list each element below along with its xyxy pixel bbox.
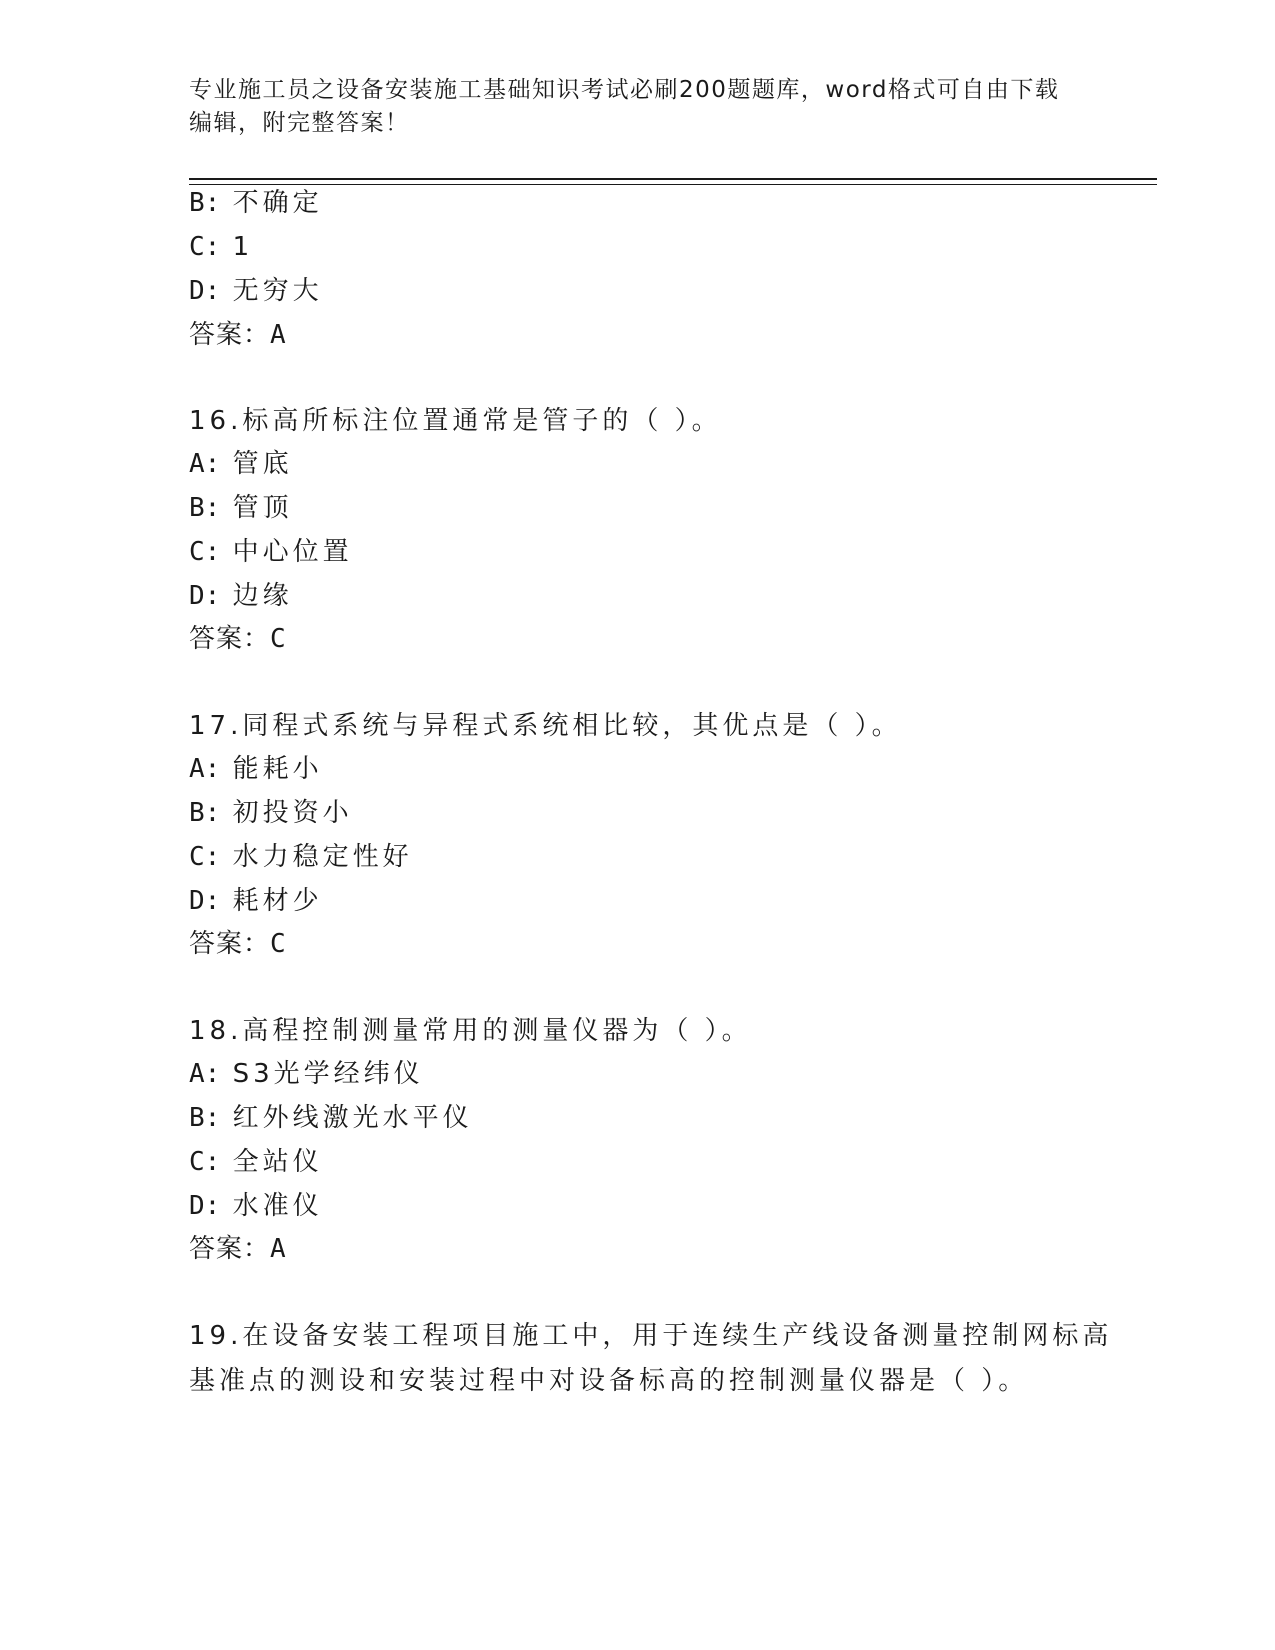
answer-label: 答案： xyxy=(189,320,271,350)
option-text: 初投资小 xyxy=(232,798,353,828)
option-text: 边缘 xyxy=(232,581,293,611)
option-text: 无穷大 xyxy=(232,276,323,306)
answer-value: A xyxy=(270,1234,287,1264)
option-letter: D: xyxy=(189,1191,221,1221)
answer-value: A xyxy=(270,320,287,350)
answer-value: C xyxy=(270,929,287,959)
option-a xyxy=(189,1057,424,1091)
header-divider-thin xyxy=(189,184,1157,185)
option-letter: D: xyxy=(189,581,221,611)
option-b xyxy=(189,491,293,525)
question-stem-line1: 19.在设备安装工程项目施工中，用于连续生产线设备测量控制网标高 xyxy=(189,1321,1113,1351)
option-letter: A: xyxy=(189,1059,221,1089)
option-text: 管顶 xyxy=(232,493,293,523)
header-divider-thick xyxy=(189,178,1157,180)
question-stem: 17.同程式系统与异程式系统相比较，其优点是（ ）。 xyxy=(189,711,902,741)
option-b xyxy=(189,796,353,830)
header-title-line2: 编辑，附完整答案！ xyxy=(189,110,410,136)
option-text: S3光学经纬仪 xyxy=(232,1059,424,1089)
option-letter: B: xyxy=(189,188,221,218)
option-letter: B: xyxy=(189,798,221,828)
option-letter: A: xyxy=(189,449,221,479)
option-letter: B: xyxy=(189,493,221,523)
answer-label: 答案： xyxy=(189,624,271,654)
answer-line xyxy=(189,1232,287,1266)
question-stem-line2: 基准点的测设和安装过程中对设备标高的控制测量仪器是（ ）。 xyxy=(189,1366,1029,1396)
option-letter: C: xyxy=(189,842,221,872)
option-a xyxy=(189,752,323,786)
option-b xyxy=(189,186,323,220)
option-d xyxy=(189,274,323,308)
answer-line xyxy=(189,927,287,961)
option-text: 管底 xyxy=(232,449,293,479)
option-letter: A: xyxy=(189,754,221,784)
option-d xyxy=(189,1189,323,1223)
option-text: 1 xyxy=(232,232,254,262)
option-d xyxy=(189,579,293,613)
option-text: 水准仪 xyxy=(232,1191,323,1221)
document-header xyxy=(189,74,1069,140)
option-a xyxy=(189,447,293,481)
question-stem: 18.高程控制测量常用的测量仪器为（ ）。 xyxy=(189,1016,752,1046)
option-text: 全站仪 xyxy=(232,1147,323,1177)
question-stem: 16.标高所标注位置通常是管子的（ ）。 xyxy=(189,406,722,436)
option-text: 耗材少 xyxy=(232,886,323,916)
option-c xyxy=(189,1145,323,1179)
answer-label: 答案： xyxy=(189,1234,271,1264)
option-letter: D: xyxy=(189,886,221,916)
option-text: 水力稳定性好 xyxy=(232,842,413,872)
header-title-line1: 专业施工员之设备安装施工基础知识考试必刷200题题库，word格式可自由下载 xyxy=(189,77,1060,103)
option-c xyxy=(189,840,413,874)
option-c xyxy=(189,230,253,264)
option-letter: C: xyxy=(189,232,221,262)
option-text: 能耗小 xyxy=(232,754,323,784)
answer-line xyxy=(189,318,287,352)
option-d xyxy=(189,884,323,918)
option-letter: C: xyxy=(189,1147,221,1177)
option-text: 不确定 xyxy=(232,188,323,218)
answer-value: C xyxy=(270,624,287,654)
option-letter: C: xyxy=(189,537,221,567)
option-letter: D: xyxy=(189,276,221,306)
answer-label: 答案： xyxy=(189,929,271,959)
option-c xyxy=(189,535,353,569)
option-letter: B: xyxy=(189,1103,221,1133)
option-text: 中心位置 xyxy=(232,537,353,567)
option-b xyxy=(189,1101,473,1135)
answer-line xyxy=(189,622,287,656)
option-text: 红外线激光水平仪 xyxy=(232,1103,473,1133)
